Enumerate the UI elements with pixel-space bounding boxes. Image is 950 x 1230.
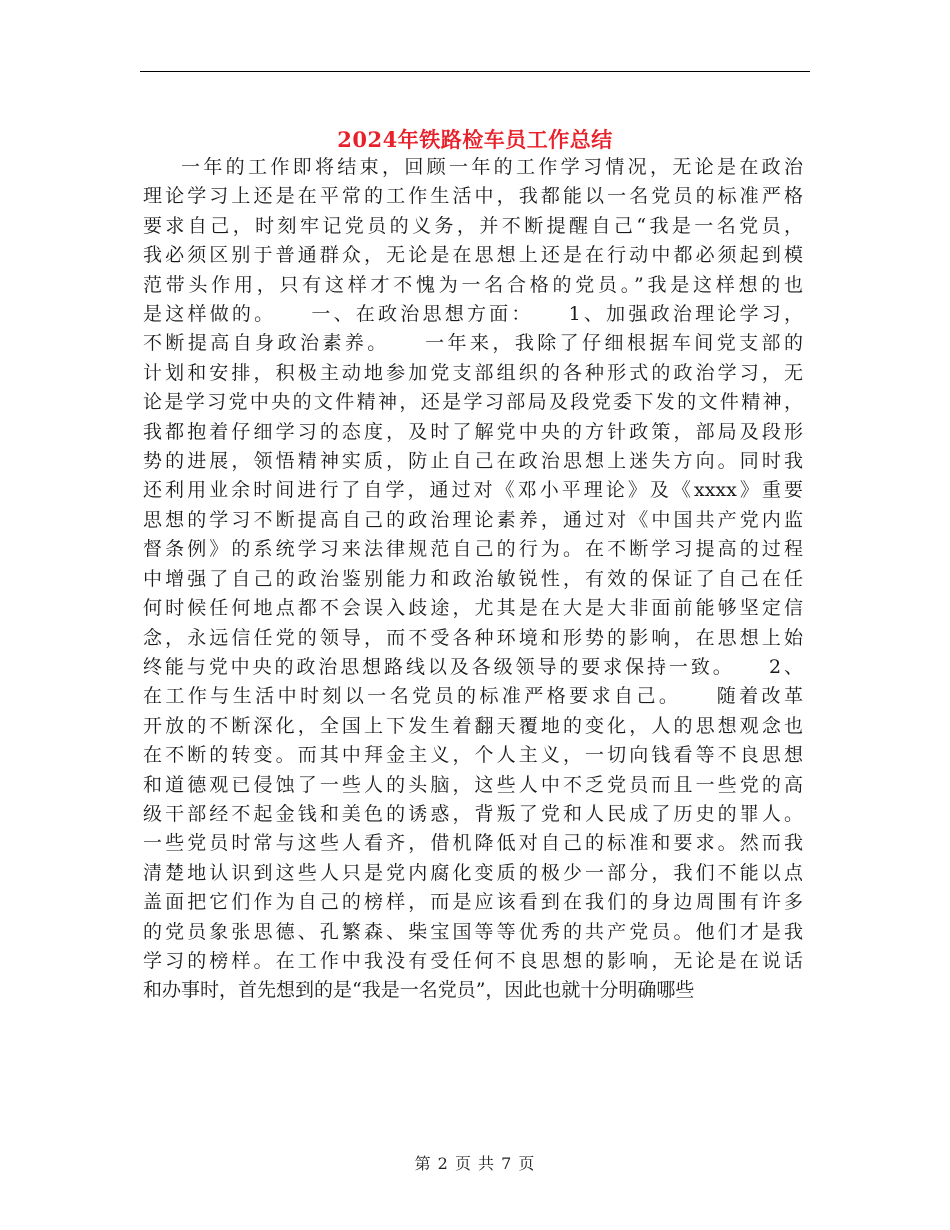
body-line: 我都抱着仔细学习的态度，及时了解党中央的方针政策，部局及段形: [143, 420, 803, 443]
body-line: 要求自己，时刻牢记党员的义务，并不断提醒自己“我是一名党员，: [143, 214, 803, 237]
body-line: 清楚地认识到这些人只是党内腐化变质的极少一部分，我们不能以点: [143, 861, 803, 884]
page-number: 第 2 页 共 7 页: [414, 1154, 536, 1173]
body-line: 一些党员时常与这些人看齐，借机降低对自己的标准和要求。然而我: [143, 832, 803, 855]
body-line: 不断提高自身政治素养。 一年来，我除了仔细根据车间党支部的: [143, 332, 803, 355]
body-line: 督条例》的系统学习来法律规范自己的行为。在不断学习提高的过程: [143, 538, 803, 561]
body-line: 和道德观已侵蚀了一些人的头脑，这些人中不乏党员而且一些党的高: [143, 773, 803, 796]
body-line: 在工作与生活中时刻以一名党员的标准严格要求自己。 随着改革: [143, 685, 803, 708]
body-line: 何时候任何地点都不会误入歧途，尤其是在大是大非面前能够坚定信: [143, 597, 803, 620]
body-line: 一年的工作即将结束，回顾一年的工作学习情况，无论是在政治: [181, 156, 803, 178]
header-rule: [140, 71, 810, 72]
body-line: 计划和安排，积极主动地参加党支部组织的各种形式的政治学习，无: [143, 361, 803, 384]
body-line: 开放的不断深化，全国上下发生着翻天覆地的变化，人的思想观念也: [143, 714, 803, 737]
body-line: 的党员象张思德、孔繁森、柴宝国等等优秀的共产党员。他们才是我: [143, 920, 803, 943]
body-line: 是这样做的。 一、在政治思想方面： 1、加强政治理论学习，: [143, 303, 803, 326]
body-line: 级干部经不起金钱和美色的诱惑，背叛了党和人民成了历史的罪人。: [143, 802, 803, 825]
body-line: 势的进展，领悟精神实质，防止自己在政治思想上迷失方向。同时我: [143, 450, 803, 473]
body-line: 盖面把它们作为自己的榜样，而是应该看到在我们的身边周围有许多: [143, 891, 803, 914]
body-line: 理论学习上还是在平常的工作生活中，我都能以一名党员的标准严格: [143, 185, 803, 208]
body-line: 和办事时，首先想到的是“我是一名党员”，因此也就十分明确哪些: [143, 979, 695, 1002]
body-line: 学习的榜样。在工作中我没有受任何不良思想的影响，无论是在说话: [143, 949, 803, 972]
document-title: 2024年铁路检车员工作总结: [337, 127, 613, 153]
body-line: 在不断的转变。而其中拜金主义，个人主义，一切向钱看等不良思想: [143, 744, 803, 767]
body-line: 终能与党中央的政治思想路线以及各级领导的要求保持一致。 2、: [143, 655, 803, 678]
body-line: 还利用业余时间进行了自学，通过对《邓小平理论》及《xxxx》重要: [143, 479, 803, 502]
body-line: 思想的学习不断提高自己的政治理论素养，通过对《中国共产党内监: [143, 508, 803, 531]
document-body: [143, 153, 803, 1006]
body-line: 我必须区别于普通群众，无论是在思想上还是在行动中都必须起到模: [143, 244, 803, 267]
body-line: 范带头作用，只有这样才不愧为一名合格的党员。”我是这样想的也: [143, 273, 803, 296]
body-line: 中增强了自己的政治鉴别能力和政治敏锐性，有效的保证了自己在任: [143, 567, 803, 590]
body-line: 论是学习党中央的文件精神，还是学习部局及段党委下发的文件精神，: [143, 391, 803, 414]
body-line: 念，永远信任党的领导，而不受各种环境和形势的影响，在思想上始: [143, 626, 803, 649]
